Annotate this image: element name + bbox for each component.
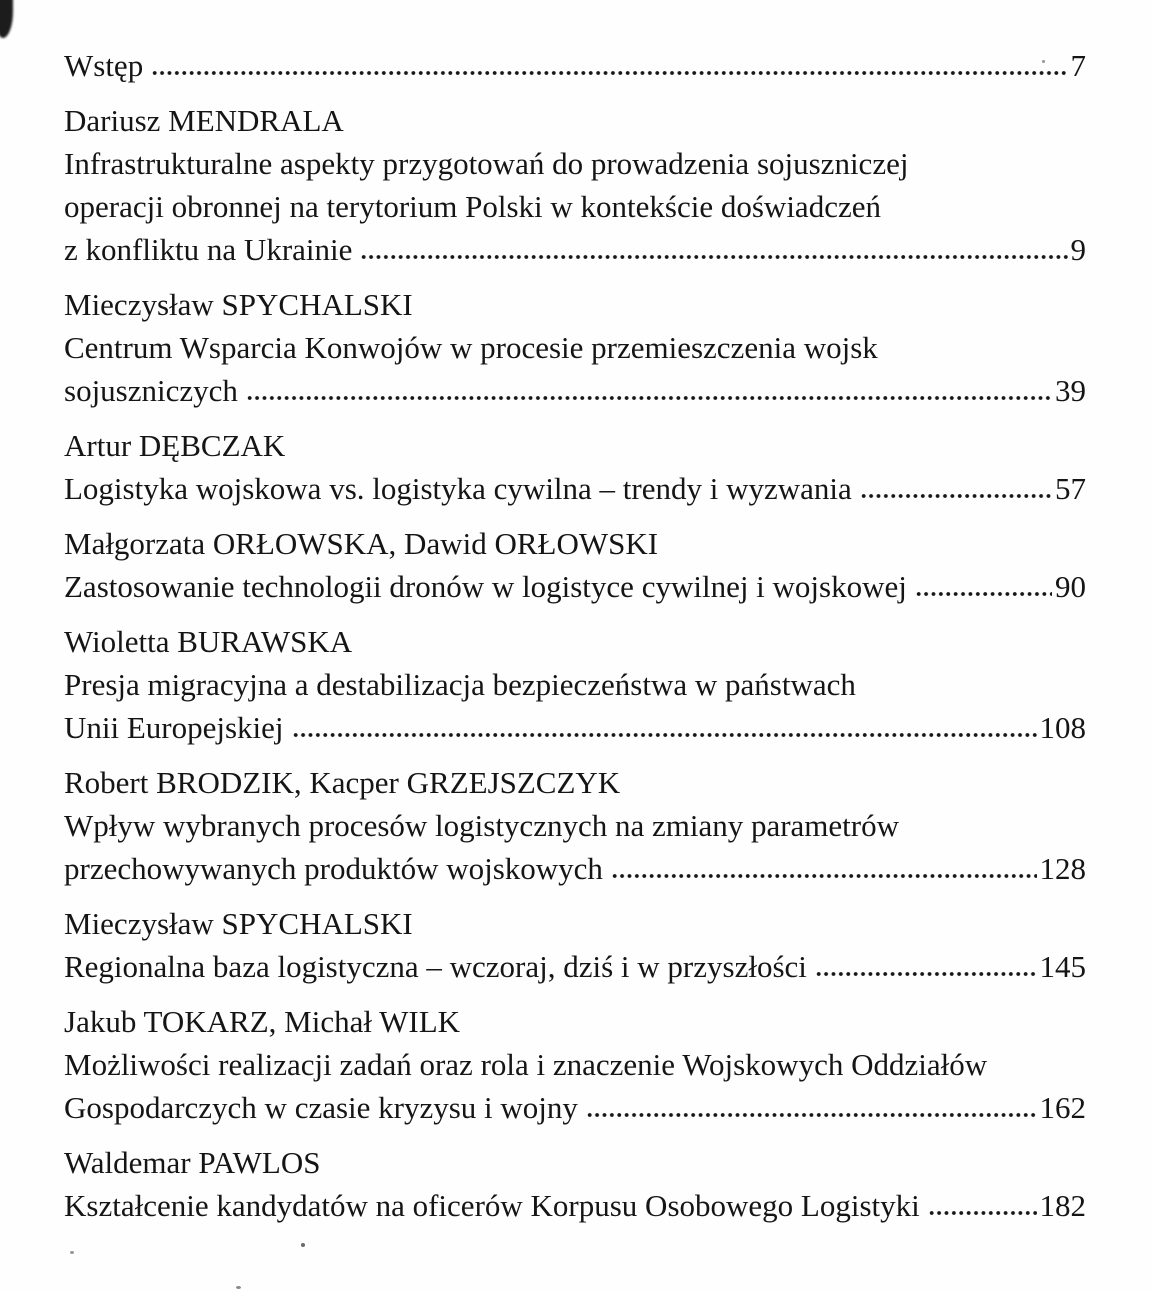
toc-entry-leader-row [64,945,1086,988]
entry-authors: Wioletta BURAWSKA [64,624,353,659]
entry-title-line: operacji obronnej na terytorium Polski w kontekście doświadczeń [64,189,881,224]
entry-title-line: Logistyka wojskowa vs. logistyka cywilna – trendy i wyzwania [64,471,852,506]
toc-entry [64,620,1086,749]
dot-leader [915,585,1052,597]
entry-page-number: 90 [1055,569,1086,604]
entry-title-line: Wpływ wybranych procesów logistycznych na zmiany parametrów [64,808,900,843]
toc-entry-leader-row [64,565,1086,608]
dot-leader [586,1106,1037,1118]
entry-page-number: 57 [1055,471,1086,506]
entry-page-number: 182 [1039,1188,1086,1223]
toc-entry [64,1000,1086,1129]
entry-title-line: Możliwości realizacji zadań oraz rola i znaczenie Wojskowych Oddziałów [64,1047,988,1082]
entry-page-number: 145 [1039,949,1086,984]
entry-title-line: Unii Europejskiej [64,710,284,745]
toc-entry [64,44,1086,87]
scan-speck [301,1243,305,1247]
toc-entry [64,761,1086,890]
dot-leader [151,64,1067,76]
toc-entry [64,99,1086,271]
dot-leader [928,1204,1037,1216]
entry-authors: Mieczysław SPYCHALSKI [64,906,413,941]
dot-leader [292,726,1037,738]
scan-speck [70,1251,74,1254]
toc-entry-leader-row [64,228,1086,271]
entry-page-number: 108 [1039,710,1086,745]
entry-authors: Małgorzata ORŁOWSKA, Dawid ORŁOWSKI [64,526,659,561]
toc-entry [64,902,1086,988]
entry-authors: Waldemar PAWLOS [64,1145,321,1180]
entry-title-line: Centrum Wsparcia Konwojów w procesie przemieszczenia wojsk [64,330,878,365]
entry-title-line: z konfliktu na Ukrainie [64,232,353,267]
entry-page-number: 7 [1070,48,1086,83]
entry-title-line: Infrastrukturalne aspekty przygotowań do prowadzenia sojuszniczej [64,146,909,181]
scan-speck [1042,60,1045,63]
entry-title-line: Regionalna baza logistyczna – wczoraj, dziś i w przyszłości [64,949,807,984]
toc-entry-leader-row [64,1184,1086,1227]
entry-authors: Mieczysław SPYCHALSKI [64,287,413,322]
dot-leader [815,965,1037,977]
entry-page-number: 128 [1039,851,1086,886]
toc-entry [64,424,1086,510]
toc-entry-leader-row [64,847,1086,890]
entry-title-line: przechowywanych produktów wojskowych [64,851,603,886]
entry-title-line: Zastosowanie technologii dronów w logistyce cywilnej i wojskowej [64,569,907,604]
entry-authors: Jakub TOKARZ, Michał WILK [64,1004,461,1039]
entry-title-line: Gospodarczych w czasie kryzysu i wojny [64,1090,578,1125]
entry-title-line: Presja migracyjna a destabilizacja bezpieczeństwa w państwach [64,667,856,702]
entry-title-line: sojuszniczych [64,373,238,408]
dot-leader [860,487,1052,499]
dot-leader [611,867,1037,879]
entry-page-number: 162 [1039,1090,1086,1125]
toc-entry [64,522,1086,608]
entry-title-line: Kształcenie kandydatów na oficerów Korpusu Osobowego Logistyki [64,1188,920,1223]
toc-entry [64,283,1086,412]
scan-speck [236,1286,241,1289]
dot-leader [246,389,1052,401]
toc-entry-leader-row [64,44,1086,87]
toc-entry-leader-row [64,369,1086,412]
entry-title-line: Wstęp [64,48,144,83]
toc-entry-leader-row [64,467,1086,510]
entry-authors: Artur DĘBCZAK [64,428,286,463]
entry-authors: Dariusz MENDRALA [64,103,344,138]
entry-page-number: 39 [1055,373,1086,408]
entry-authors: Robert BRODZIK, Kacper GRZEJSZCZYK [64,765,621,800]
entry-page-number: 9 [1070,232,1086,267]
dot-leader [360,248,1067,260]
toc-entry-leader-row [64,1086,1086,1129]
toc-entry-leader-row [64,706,1086,749]
toc-entry [64,1141,1086,1227]
